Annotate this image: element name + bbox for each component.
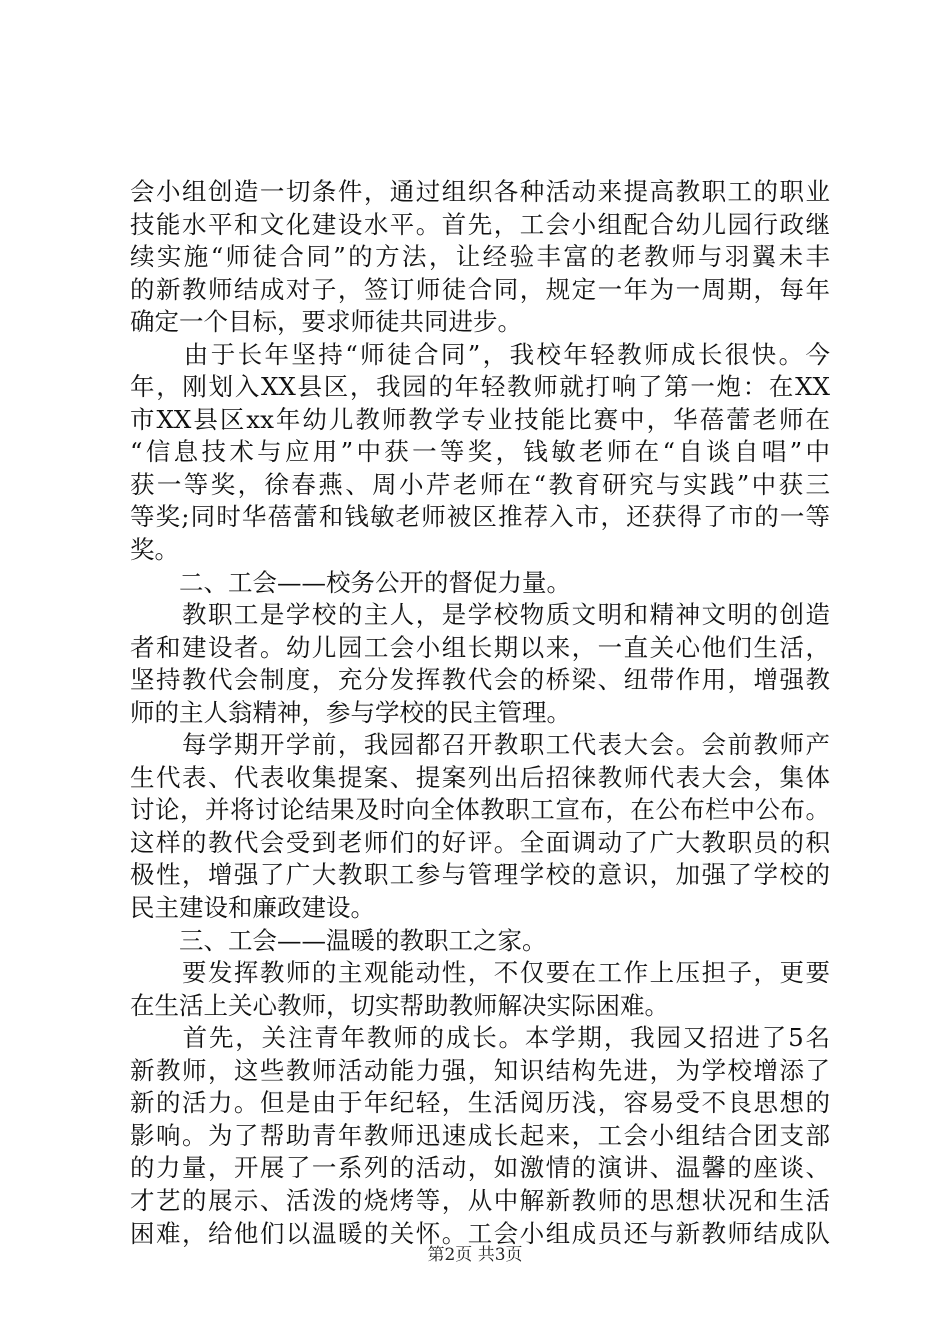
text-line: 新的活力。但是由于年纪轻，生活阅历浅，容易受不良思想的: [130, 1088, 830, 1118]
text-line: 年，刚划入XX县区，我园的年轻教师就打响了第一炮：在XX: [130, 372, 830, 402]
text-line: 影响。为了帮助青年教师迅速成长起来，工会小组结合团支部: [130, 1120, 830, 1150]
text-line: 坚持教代会制度，充分发挥教代会的桥梁、纽带作用，增强教: [130, 665, 830, 695]
text-line: 技能水平和文化建设水平。首先，工会小组配合幼儿园行政继: [130, 209, 830, 239]
text-line: 民主建设和廉政建设。: [130, 893, 375, 923]
text-line: 才艺的展示、活泼的烧烤等，从中解新教师的思想状况和生活: [130, 1185, 830, 1215]
text-line: 极性，增强了广大教职工参与管理学校的意识，加强了学校的: [130, 860, 830, 890]
body-text: [130, 176, 830, 1250]
text-line: 讨论，并将讨论结果及时向全体教职工宣布，在公布栏中公布。: [130, 795, 830, 825]
text-line: 的力量，开展了一系列的活动，如激情的演讲、温馨的座谈、: [130, 1153, 830, 1183]
text-line: “信息技术与应用”中获一等奖，钱敏老师在“自谈自唱”中: [130, 437, 830, 467]
text-line: 由于长年坚持“师徒合同”，我校年轻教师成长很快。今: [130, 339, 830, 369]
page-footer: 第2页 共3页: [427, 1245, 523, 1265]
text-line: 教职工是学校的主人，是学校物质文明和精神文明的创造: [130, 600, 830, 630]
text-line: 新教师，这些教师活动能力强，知识结构先进，为学校增添了: [130, 1055, 830, 1085]
text-line: 首先，关注青年教师的成长。本学期，我园又招进了5名: [130, 1023, 830, 1053]
text-line: 二、工会——校务公开的督促力量。: [130, 567, 571, 597]
text-line: 的新教师结成对子，签订师徒合同，规定一年为一周期，每年: [130, 274, 830, 304]
text-line: 获一等奖，徐春燕、周小芹老师在“教育研究与实践”中获三: [130, 469, 830, 499]
text-line: 奖。: [130, 535, 179, 565]
text-line: 在生活上关心教师，切实帮助教师解决实际困难。: [130, 990, 669, 1020]
text-line: 生代表、代表收集提案、提案列出后招徕教师代表大会，集体: [130, 762, 830, 792]
text-line: 确定一个目标，要求师徒共同进步。: [130, 307, 522, 337]
text-line: 师的主人翁精神，参与学校的民主管理。: [130, 697, 571, 727]
text-line: 者和建设者。幼儿园工会小组长期以来，一直关心他们生活，: [130, 632, 830, 662]
text-line: 续实施“师徒合同”的方法，让经验丰富的老教师与羽翼未丰: [130, 242, 830, 272]
text-line: 每学期开学前，我园都召开教职工代表大会。会前教师产: [130, 730, 830, 760]
text-line: 要发挥教师的主观能动性，不仅要在工作上压担子，更要: [130, 958, 830, 988]
text-line: 三、工会——温暖的教职工之家。: [130, 925, 547, 955]
text-line: 等奖;同时华蓓蕾和钱敏老师被区推荐入市，还获得了市的一等: [130, 502, 830, 532]
text-line: 这样的教代会受到老师们的好评。全面调动了广大教职员的积: [130, 827, 830, 857]
text-line: 困难，给他们以温暖的关怀。工会小组成员还与新教师结成队: [130, 1218, 830, 1248]
text-line: 市XX县区xx年幼儿教师教学专业技能比赛中，华蓓蕾老师在: [130, 404, 830, 434]
text-line: 会小组创造一切条件，通过组织各种活动来提高教职工的职业: [130, 177, 830, 206]
